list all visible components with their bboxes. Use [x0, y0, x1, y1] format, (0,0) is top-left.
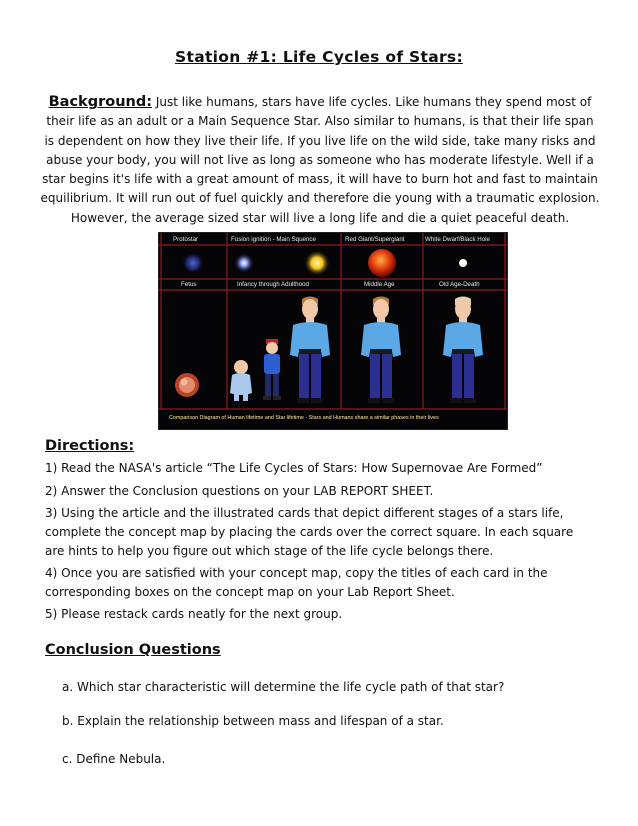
subheader-old-age: Old Age-Death	[439, 281, 480, 288]
page-title: Station #1: Life Cycles of Stars:	[175, 48, 463, 66]
main-sequence-yellow-star	[304, 250, 330, 276]
adult-figure-2	[361, 297, 401, 404]
protostar-star	[182, 252, 204, 274]
conclusion-heading: Conclusion Questions	[45, 642, 221, 658]
conclusion-question-a: a. Which star characteristic will determine the life cycle path of that star?	[62, 680, 505, 694]
baby-figure	[230, 360, 252, 401]
comparison-diagram-graphic	[159, 233, 507, 429]
direction-item-3: 3) Using the article and the illustrated cards that depict different stages of a stars life, complete the concept map by placing the cards over the correct square. In each square are hints to help you figure out which stage of the life cycle belongs there.	[45, 506, 574, 558]
direction-item-4: 4) Once you are satisfied with your concept map, copy the titles of each card in the corresponding boxes on the concept map on your Lab Report Sheet.	[45, 566, 548, 599]
conclusion-question-b: b. Explain the relationship between mass and lifespan of a star.	[62, 714, 444, 728]
background-text: Just like humans, stars have life cycles. Like humans they spend most of their life as an adult or a Main Sequence Star. Also similar to humans, is that their life span is dependent on how they live their life. If you live life on the wild side, take many risks and abuse your body, you will not live as long as someone who has moderate lifestyle. Well if a star begins it's life with a great amount of mass, it will have to burn hot and fast to maintain equilibrium. It will run out of fuel quickly and therefore die young with a traumatic explosion. However, the average sized star will live a long life and die a quiet peaceful death.	[40, 95, 600, 225]
header-protostar: Protostar	[173, 236, 199, 243]
subheader-fetus: Fetus	[181, 281, 197, 288]
fetus-figure	[175, 373, 199, 397]
child-figure	[263, 339, 281, 400]
red-giant-star	[368, 249, 396, 277]
direction-item-1: 1) Read the NASA's article “The Life Cycles of Stars: How Supernovae Are Formed”	[45, 461, 543, 475]
background-paragraph	[40, 93, 600, 228]
old-man-figure	[443, 297, 483, 404]
direction-item-5: 5) Please restack cards neatly for the next group.	[45, 607, 343, 621]
conclusion-question-c: c. Define Nebula.	[62, 752, 166, 766]
background-label: Background:	[48, 94, 153, 110]
header-red-giant: Red Giant/Supergiant	[345, 236, 405, 243]
adult-figure-1	[290, 297, 330, 404]
direction-item-2: 2) Answer the Conclusion questions on your LAB REPORT SHEET.	[45, 484, 434, 498]
directions-heading: Directions:	[45, 438, 135, 454]
white-dwarf-star	[459, 259, 467, 267]
header-white-dwarf: White Dwarf/Black Hole	[425, 236, 490, 243]
subheader-middle-age: Middle Age	[364, 281, 395, 288]
main-sequence-blue-star	[234, 253, 254, 273]
subheader-infancy: Infancy through Adulthood	[237, 281, 309, 288]
life-cycle-comparison-image	[158, 232, 508, 430]
header-main-sequence: Fusion ignition - Main Squence	[231, 236, 316, 243]
figure-caption: Comparison Diagram of Human lifetime and Star lifetime - Stars and Humans share a similar phases in their lives	[169, 415, 439, 421]
